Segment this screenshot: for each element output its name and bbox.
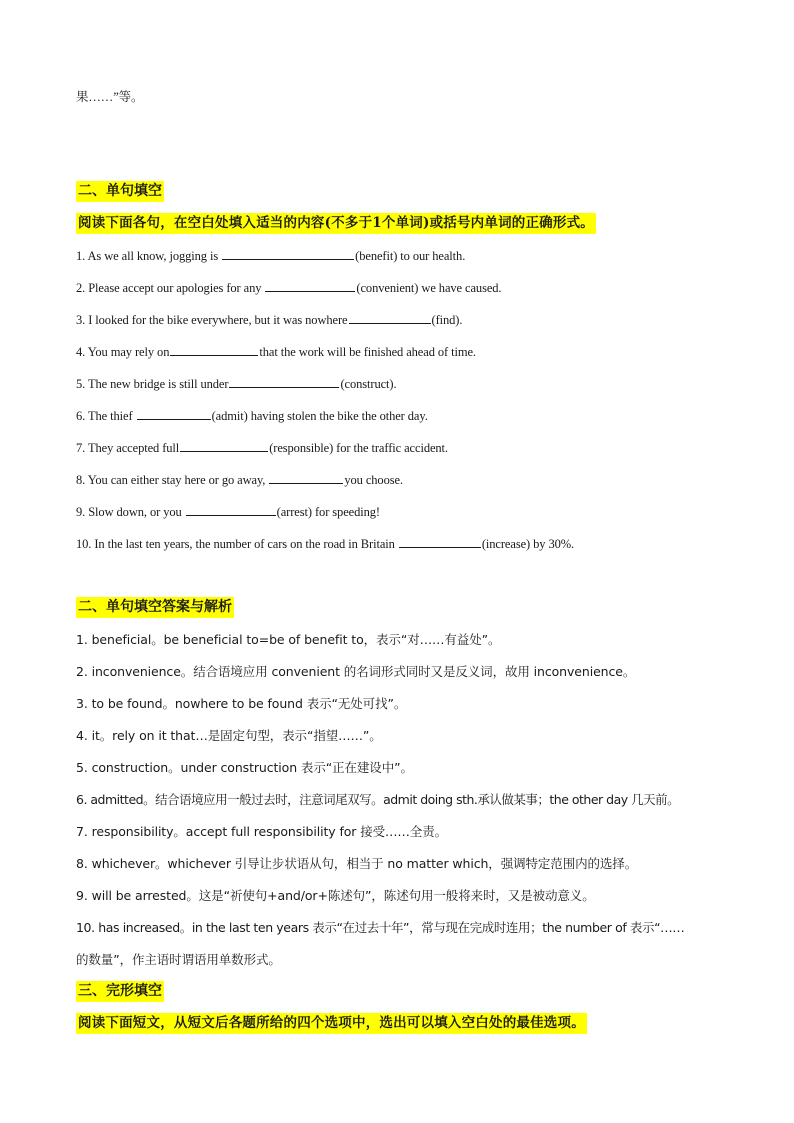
- question-2: 2. Please accept our apologies for any (convenient) we have caused.: [76, 281, 502, 295]
- answer-item: 8. whichever。whichever 引导让步状语从句，相当于 no matter which，强调特定范围内的选择。: [76, 856, 638, 871]
- question-3: 3. I looked for the bike everywhere, but it was nowhere (find).: [76, 313, 463, 327]
- question-4: 4. You may rely on that the work will be finished ahead of time.: [76, 345, 476, 359]
- answer-blank[interactable]: [269, 471, 343, 484]
- answer-item: 1. beneficial。be beneficial to=be of benefit to，表示“对……有益处”。: [76, 632, 501, 647]
- section-instruction-cloze: 阅读下面短文，从短文后各题所给的四个选项中，选出可以填入空白处的最佳选项。: [76, 1013, 587, 1034]
- question-10: 10. In the last ten years, the number of cars on the road in Britain (increase) by 30%.: [76, 537, 575, 551]
- answer-blank[interactable]: [180, 439, 268, 452]
- answer-blank[interactable]: [186, 503, 276, 516]
- answer-item: 6. admitted。结合语境应用一般过去时，注意词尾双写。admit doing sth.承认做某事；the other day 几天前。: [76, 792, 680, 807]
- question-1: 1. As we all know, jogging is (benefit) to our health.: [76, 249, 466, 263]
- question-8: 8. You can either stay here or go away, you choose.: [76, 473, 403, 487]
- question-5: 5. The new bridge is still under (construct).: [76, 377, 397, 391]
- answer-blank[interactable]: [222, 247, 354, 260]
- answer-item: 7. responsibility。accept full responsibility for 接受……全责。: [76, 824, 447, 839]
- answer-blank[interactable]: [229, 375, 339, 388]
- answer-blank[interactable]: [137, 407, 211, 420]
- question-9: 9. Slow down, or you (arrest) for speeding!: [76, 505, 380, 519]
- section-heading-fill-blanks: 二、单句填空: [76, 181, 164, 202]
- continued-text: 果……”等。: [76, 90, 144, 104]
- section-heading-cloze: 三、完形填空: [76, 981, 164, 1002]
- answer-item: 2. inconvenience。结合语境应用 convenient 的名词形式同时又是反义词，故用 inconvenience。: [76, 664, 636, 679]
- answers-heading: 二、单句填空答案与解析: [76, 597, 234, 618]
- answer-blank[interactable]: [170, 343, 258, 356]
- question-7: 7. They accepted full (responsible) for the traffic accident.: [76, 441, 448, 455]
- answer-blank[interactable]: [399, 535, 481, 548]
- answer-item-continued: 的数量”，作主语时谓语用单数形式。: [76, 952, 281, 967]
- answer-item: 4. it。rely on it that…是固定句型，表示“指望……”。: [76, 728, 382, 743]
- answer-blank[interactable]: [349, 311, 431, 324]
- answer-item: 9. will be arrested。这是“祈使句+and/or+陈述句”，陈述句用一般将来时，又是被动意义。: [76, 888, 595, 903]
- answer-blank[interactable]: [265, 279, 355, 292]
- question-6: 6. The thief (admit) having stolen the bike the other day.: [76, 409, 428, 423]
- answer-item: 3. to be found。nowhere to be found 表示“无处可找”。: [76, 696, 407, 711]
- answer-item: 5. construction。under construction 表示“正在建设中”。: [76, 760, 413, 775]
- answer-item: 10. has increased。in the last ten years 表示“在过去十年”，常与现在完成时连用；the number of 表示“……: [76, 920, 685, 935]
- section-instruction: 阅读下面各句，在空白处填入适当的内容(不多于1个单词)或括号内单词的正确形式。: [76, 213, 596, 234]
